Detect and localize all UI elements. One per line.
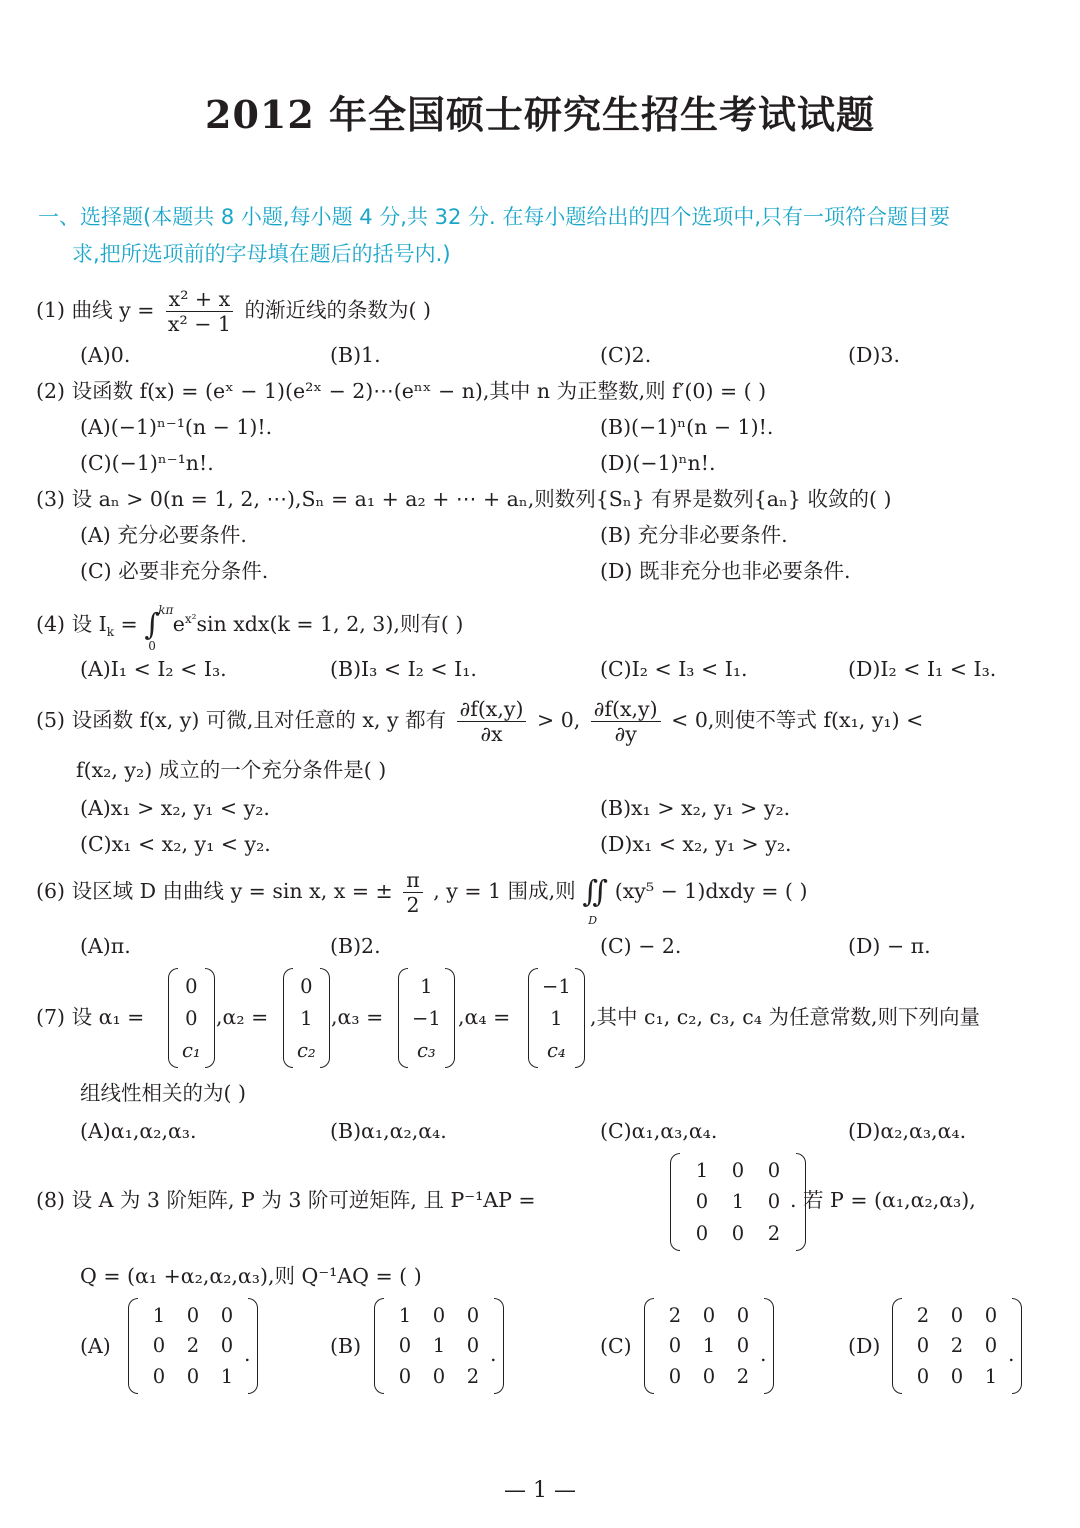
option-b: (B)1. [330,343,381,367]
question-stem: ,α₂ = [216,1005,269,1029]
option-c-matrix [644,1298,774,1394]
option-c: (C)x₁ < x₂, y₁ < y₂. [80,832,271,856]
question-stem: 设 α₁ = [71,1005,145,1029]
option-a: (A)α₁,α₂,α₃. [80,1119,197,1143]
question-stem: > 0, [537,708,581,732]
question-7-number-and-lead [36,1003,144,1031]
matrix-entry: 0 [186,1303,200,1327]
question-number: (7) [36,1005,66,1029]
equals-sign: = [113,611,145,636]
fraction [165,287,234,336]
partial-derivative-x [457,697,527,746]
matrix-entry: 0 [984,1334,998,1358]
matrix-entry: 1 [432,1334,446,1358]
matrix-entry: 0 [731,1159,745,1183]
matrix-entry: 0 [668,1334,682,1358]
left-bracket [283,968,293,1068]
right-bracket [445,968,455,1068]
question-5-line2: f(x₂, y₂) 成立的一个充分条件是( ) [76,758,387,782]
question-8 [36,1186,536,1214]
option-d-matrix [892,1298,1022,1394]
matrix-cells [680,1153,796,1251]
question-number: (1) [36,298,66,322]
question-stem: , y = 1 围成,则 [433,879,576,903]
question-5 [36,697,923,746]
matrix-entry: 0 [398,1334,412,1358]
matrix-cells [902,1298,1012,1394]
option-a-matrix [128,1298,258,1394]
question-stem: < 0,则使不等式 f(x₁, y₁) < [671,708,924,732]
right-bracket [575,968,585,1068]
matrix-entry: 2 [668,1303,682,1327]
matrix-entry: 2 [736,1365,750,1389]
option-a: (A)(−1)ⁿ⁻¹(n − 1)!. [80,415,273,439]
option-a: (A) 充分必要条件. [80,523,247,547]
matrix-entry: 0 [702,1365,716,1389]
option-d: (D)I₂ < I₁ < I₃. [848,657,997,681]
matrix-entry: 2 [767,1221,781,1245]
matrix-entry: 0 [432,1365,446,1389]
option-b-matrix [374,1298,504,1394]
fraction-numerator: x² + x [166,287,234,312]
question-stem: 设函数 f(x, y) 可微,且对任意的 x, y 都有 [71,708,447,732]
question-stem: ,α₄ = [458,1005,511,1029]
matrix-cells [654,1298,764,1394]
vector-cells [293,968,320,1068]
fraction-numerator: ∂f(x,y) [457,697,527,722]
matrix-entry: 0 [695,1221,709,1245]
option-d: (D) 既非充分也非必要条件. [600,559,851,583]
fraction-denominator: 2 [406,893,420,917]
matrix-entry: 0 [736,1303,750,1327]
double-integral [582,874,608,927]
vector-alpha-1 [168,968,215,1068]
option-d: (D) − π. [848,934,931,958]
matrix-entry: 2 [950,1334,964,1358]
question-stem: 的渐近线的条数为( ) [244,298,431,322]
fraction-denominator: ∂y [614,722,637,746]
right-bracket [205,968,215,1068]
option-d: (D)x₁ < x₂, y₁ > y₂. [600,832,792,856]
left-bracket [398,968,408,1068]
subscript: k [106,624,114,639]
option-c: (C)(−1)ⁿ⁻¹n!. [80,451,214,475]
matrix-cells [384,1298,494,1394]
option-d-label: (D) [848,1334,881,1358]
vector-cells [538,968,575,1068]
vector-alpha-2 [283,968,330,1068]
option-c: (C) − 2. [600,934,682,958]
question-stem: 设 aₙ > 0(n = 1, 2, ⋯),Sₙ = a₁ + a₂ + ⋯ + aₙ,则数列{Sₙ} 有界是数列{aₙ} 收敛的( ) [71,487,892,511]
matrix-entry: 0 [220,1334,234,1358]
option-suffix: . [490,1342,497,1366]
question-number: (8) [36,1188,66,1212]
question-1 [36,287,431,336]
option-c-label: (C) [600,1334,632,1358]
vector-alpha-3 [398,968,455,1068]
matrix-entry: 0 [220,1303,234,1327]
matrix-entry: 2 [186,1334,200,1358]
section-heading-line2: 求,把所选项前的字母填在题后的括号内.) [72,242,451,266]
matrix-entry: 0 [767,1190,781,1214]
matrix-entry: 0 [186,1365,200,1389]
question-number: (3) [36,487,66,511]
left-bracket [128,1298,138,1394]
vector-entry: c₄ [547,1038,566,1062]
vector-entry: 0 [185,1006,198,1030]
vector-entry: 1 [550,1006,563,1030]
matrix-entry: 0 [916,1334,930,1358]
integral [144,602,174,653]
vector-alpha-4 [528,968,585,1068]
matrix-entry: 0 [668,1365,682,1389]
fraction [403,868,422,917]
option-b: (B)2. [330,934,381,958]
vector-entry: 1 [300,1006,313,1030]
option-b: (B)α₁,α₂,α₄. [330,1119,447,1143]
matrix-entry: 1 [731,1190,745,1214]
matrix-entry: 0 [950,1303,964,1327]
question-stem: . 若 P = (α₁,α₂,α₃), [790,1188,976,1212]
matrix-entry: 0 [736,1334,750,1358]
matrix-entry: 0 [767,1159,781,1183]
integral-sign-icon: ∫ [144,607,160,643]
matrix-entry: 2 [916,1303,930,1327]
option-b: (B)I₃ < I₂ < I₁. [330,657,477,681]
given-matrix [670,1153,806,1251]
option-c: (C)I₂ < I₃ < I₁. [600,657,748,681]
question-3 [36,485,891,513]
question-stem: 设 A 为 3 阶矩阵, P 为 3 阶可逆矩阵, 且 P⁻¹AP = [71,1188,536,1212]
option-b: (B)x₁ > x₂, y₁ > y₂. [600,796,791,820]
matrix-entry: 0 [702,1303,716,1327]
option-suffix: . [1008,1342,1015,1366]
vector-cells [178,968,205,1068]
section-heading-line1: 一、选择题(本题共 8 小题,每小题 4 分,共 32 分. 在每小题给出的四个选项中,只有一项符合题目要 [38,205,951,229]
question-number: (4) [36,611,66,636]
question-stem: ,α₃ = [331,1005,384,1029]
matrix-entry: 2 [466,1365,480,1389]
matrix-entry: 0 [916,1365,930,1389]
matrix-cells [138,1298,248,1394]
double-integral-sign-icon: ∬ [582,874,608,910]
question-number: (6) [36,879,66,903]
matrix-entry: 0 [466,1334,480,1358]
option-d: (D)3. [848,343,900,367]
integral-lower-limit: 0 [148,638,156,653]
option-b: (B) 充分非必要条件. [600,523,788,547]
matrix-entry: 1 [398,1303,412,1327]
page-number: — 1 — [504,1478,576,1503]
vector-entry: 0 [300,974,313,998]
question-7-line2: 组线性相关的为( ) [80,1081,247,1105]
matrix-entry: 0 [152,1365,166,1389]
matrix-entry: 1 [152,1303,166,1327]
matrix-entry: 1 [702,1334,716,1358]
matrix-entry: 0 [432,1303,446,1327]
vector-cells [408,968,445,1068]
question-stem: (xy⁵ − 1)dxdy = ( ) [614,879,808,903]
right-bracket [320,968,330,1068]
question-number: (2) [36,379,66,403]
left-bracket [670,1153,680,1251]
matrix-entry: 0 [398,1365,412,1389]
matrix-entry: 0 [950,1365,964,1389]
option-a: (A)π. [80,934,131,958]
matrix-entry: 1 [695,1159,709,1183]
matrix-entry: 1 [220,1365,234,1389]
left-bracket [644,1298,654,1394]
left-bracket [374,1298,384,1394]
partial-derivative-y [591,697,661,746]
option-suffix: . [760,1342,767,1366]
option-a: (A)0. [80,343,131,367]
option-c: (C)2. [600,343,652,367]
page-title: 2012 年全国硕士研究生招生考试试题 [205,92,875,137]
question-stem: 设函数 f(x) = (eˣ − 1)(e²ˣ − 2)⋯(eⁿˣ − n),其中 n 为正整数,则 f′(0) = ( ) [71,379,767,403]
fraction-numerator: ∂f(x,y) [591,697,661,722]
question-number: (5) [36,708,66,732]
question-stem: sin xdx(k = 1, 2, 3),则有( ) [196,611,464,636]
fraction-denominator: x² − 1 [167,312,231,336]
question-stem: 设 I [71,611,107,636]
matrix-entry: 1 [984,1365,998,1389]
option-a-label: (A) [80,1334,111,1358]
matrix-entry: 0 [695,1190,709,1214]
option-suffix: . [244,1342,251,1366]
vector-entry: −1 [542,974,571,998]
question-4 [36,602,464,653]
left-bracket [892,1298,902,1394]
question-stem: 设区域 D 由曲线 y = sin x, x = ± [71,879,393,903]
question-stem: 曲线 y = [71,298,155,322]
left-bracket [528,968,538,1068]
option-c: (C) 必要非充分条件. [80,559,269,583]
fraction-denominator: ∂x [480,722,503,746]
option-d: (D)α₂,α₃,α₄. [848,1119,967,1143]
option-a: (A)I₁ < I₂ < I₃. [80,657,227,681]
option-c: (C)α₁,α₃,α₄. [600,1119,718,1143]
matrix-entry: 0 [152,1334,166,1358]
left-bracket [168,968,178,1068]
fraction-numerator: π [403,868,422,893]
question-6 [36,868,808,927]
question-stem: ,其中 c₁, c₂, c₃, c₄ 为任意常数,则下列向量 [590,1005,980,1029]
vector-entry: c₁ [182,1038,201,1062]
integral-upper-limit: kπ [158,602,174,617]
integrand: e [172,611,185,636]
option-d: (D)(−1)ⁿn!. [600,451,716,475]
option-b-label: (B) [330,1334,362,1358]
integral-region: D [588,914,598,927]
matrix-entry: 0 [466,1303,480,1327]
vector-entry: c₂ [297,1038,316,1062]
option-b: (B)(−1)ⁿ(n − 1)!. [600,415,774,439]
option-a: (A)x₁ > x₂, y₁ < y₂. [80,796,270,820]
vector-entry: 1 [420,974,433,998]
matrix-entry: 0 [984,1303,998,1327]
exponent: x² [184,612,197,626]
question-8-line2: Q = (α₁ +α₂,α₂,α₃),则 Q⁻¹AQ = ( ) [80,1264,422,1288]
question-2 [36,377,766,405]
vector-entry: c₃ [417,1038,436,1062]
matrix-entry: 0 [731,1221,745,1245]
vector-entry: 0 [185,974,198,998]
vector-entry: −1 [412,1006,441,1030]
